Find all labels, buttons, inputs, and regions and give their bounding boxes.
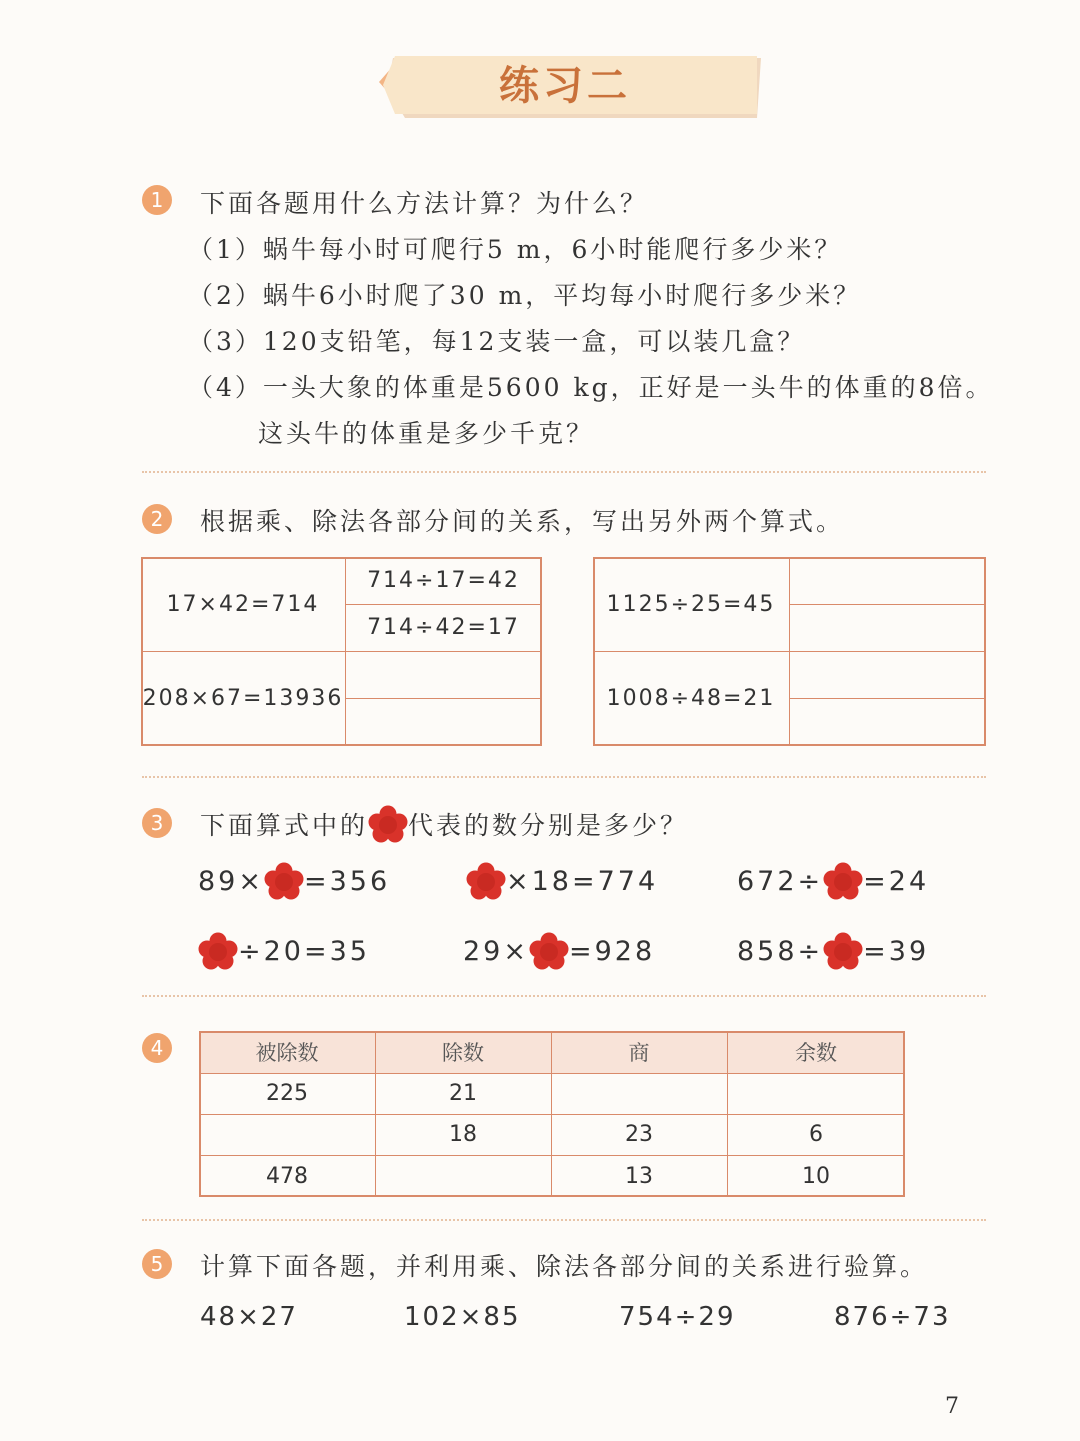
q2-left-r1-answer-a: 714÷17=42 (367, 568, 520, 593)
q2-left-r1-given: 17×42=714 (166, 591, 320, 617)
q2-left-r2-given: 208×67=13936 (142, 686, 344, 711)
eq-pre: 89× (198, 865, 264, 897)
q3-eq-2 (466, 862, 658, 900)
flower-icon (823, 932, 863, 970)
q4-blank-cell[interactable] (551, 1073, 727, 1114)
q1-item-3: （3）120支铅笔，每12支装一盒，可以装几盒？ (188, 327, 806, 356)
page-title: 练习二 (499, 62, 631, 109)
eq-pre: 29× (463, 935, 529, 967)
q2-right-r1-blank-a[interactable] (789, 557, 986, 604)
q4-cell: 225 (266, 1081, 308, 1106)
q5-expr-3: 754÷29 (619, 1302, 736, 1332)
q2-right-r2-blank-a[interactable] (789, 651, 986, 698)
flower-icon (823, 862, 863, 900)
q2-right-r2-given: 1008÷48=21 (606, 686, 776, 711)
q4-blank-cell[interactable] (375, 1155, 551, 1197)
q4-blank-cell[interactable] (727, 1073, 905, 1114)
q2-left-r1-answer-b: 714÷42=17 (367, 615, 520, 640)
q5-expr-2: 102×85 (404, 1302, 521, 1332)
q4-cell: 21 (449, 1081, 477, 1106)
q4-cell: 23 (625, 1122, 653, 1147)
q2-prompt: 根据乘、除法各部分间的关系，写出另外两个算式。 (200, 507, 845, 536)
eq-pre: 858÷ (737, 935, 824, 967)
q3-prompt-after: 代表的数分别是多少？ (408, 811, 689, 840)
eq-post: =24 (863, 865, 930, 897)
eq-post: =39 (863, 935, 930, 967)
q4-header-quotient: 商 (628, 1041, 650, 1065)
q5-prompt: 计算下面各题，并利用乘、除法各部分间的关系进行验算。 (200, 1252, 929, 1281)
q2-left-r2-blank-a[interactable] (345, 651, 542, 698)
q2-right-r1-blank-b[interactable] (789, 604, 986, 651)
q2-left-r2-blank-b[interactable] (345, 698, 542, 745)
q4-header-dividend: 被除数 (255, 1041, 319, 1065)
eq-post: ×18=774 (506, 865, 659, 897)
q2-right-r2-blank-b[interactable] (789, 698, 986, 745)
q3-eq-5 (463, 932, 655, 970)
flower-icon (466, 862, 506, 900)
q3-eq-3 (737, 862, 929, 900)
q3-prompt (200, 805, 688, 843)
q3-prompt-before: 下面算式中的 (200, 811, 369, 840)
question-number-1: 1 (142, 185, 172, 215)
question-number-4: 4 (142, 1033, 172, 1063)
section-divider (142, 776, 986, 778)
q4-blank-cell[interactable] (199, 1114, 375, 1155)
q1-item-1: （1）蜗牛每小时可爬行5 m，6小时能爬行多少米？ (188, 235, 843, 264)
q3-eq-6 (737, 932, 929, 970)
page-number: 7 (945, 1394, 959, 1419)
q4-header-divisor: 除数 (442, 1041, 484, 1065)
section-divider (142, 1219, 986, 1221)
question-number-2: 2 (142, 504, 172, 534)
section-divider (142, 995, 986, 997)
section-divider (142, 471, 986, 473)
q1-item-2: （2）蜗牛6小时爬了30 m，平均每小时爬行多少米？ (188, 281, 862, 310)
q5-expr-1: 48×27 (200, 1302, 298, 1332)
q5-expr-4: 876÷73 (834, 1302, 951, 1332)
q1-item-4-line2: 这头牛的体重是多少千克？ (258, 419, 595, 448)
q2-right-r1-given: 1125÷25=45 (606, 591, 776, 617)
q4-header-remainder: 余数 (795, 1041, 837, 1065)
eq-post: ÷20=35 (238, 935, 370, 967)
eq-post: =928 (568, 935, 656, 967)
flower-icon (264, 862, 304, 900)
q3-eq-4 (198, 932, 370, 970)
flower-icon (198, 932, 238, 970)
eq-post: =356 (303, 865, 391, 897)
flower-icon (529, 932, 569, 970)
question-number-3: 3 (142, 808, 172, 838)
q1-item-4: （4）一头大象的体重是5600 kg，正好是一头牛的体重的8倍。 (188, 373, 994, 402)
q4-cell: 10 (802, 1163, 830, 1189)
q4-cell: 6 (809, 1122, 823, 1147)
q4-cell: 18 (449, 1122, 477, 1147)
q4-cell: 13 (625, 1163, 653, 1189)
flower-icon (368, 805, 408, 843)
question-number-5: 5 (142, 1249, 172, 1279)
eq-pre: 672÷ (737, 865, 824, 897)
q4-cell: 478 (266, 1163, 308, 1189)
q3-eq-1 (198, 862, 390, 900)
q1-prompt: 下面各题用什么方法计算？为什么？ (200, 189, 649, 218)
